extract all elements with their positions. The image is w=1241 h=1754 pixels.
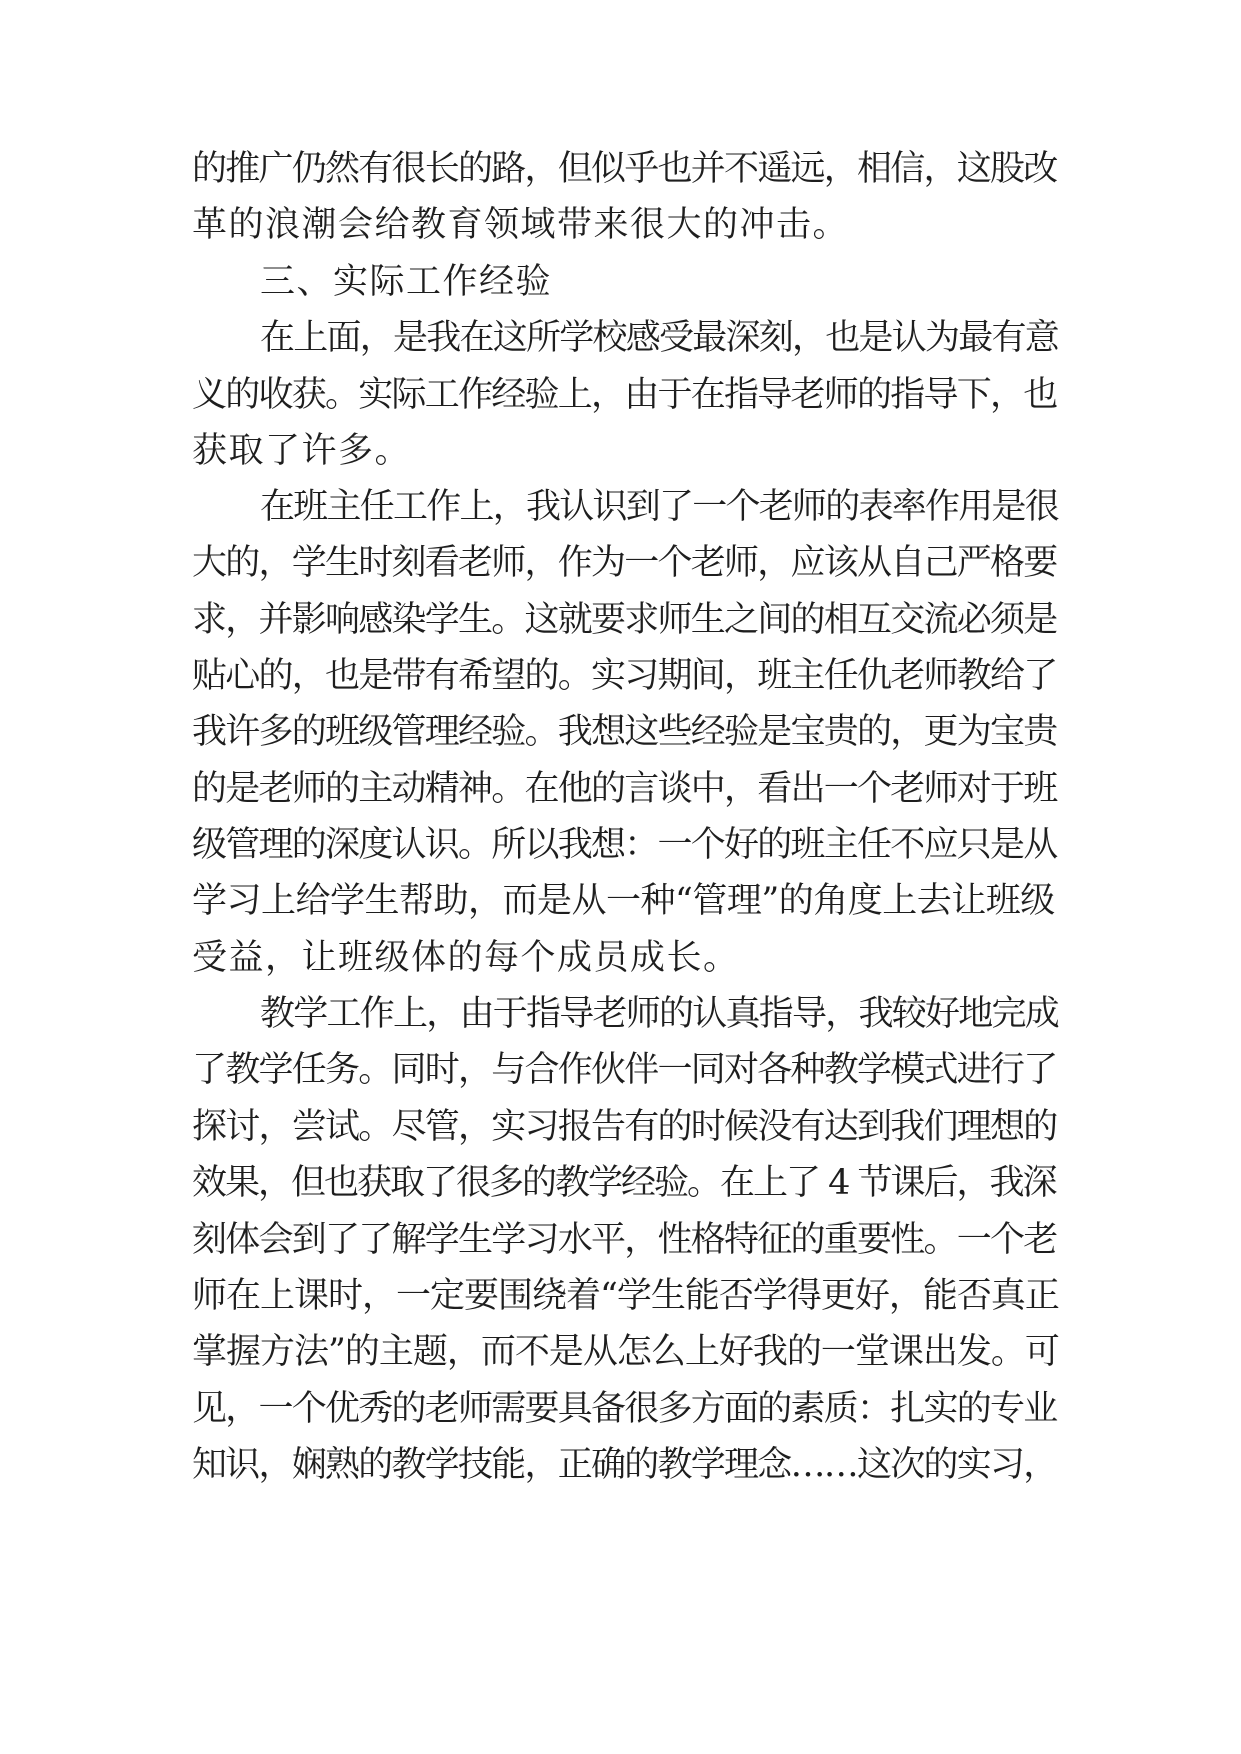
- text-line: 革的浪潮会给教育领域带来很大的冲击。: [192, 205, 850, 245]
- section-heading: 三、实际工作经验: [260, 262, 553, 302]
- text-line: 求，并影响感染学生。这就要求师生之间的相互交流必须是: [192, 600, 1057, 640]
- text-line: 刻体会到了了解学生学习水平，性格特征的重要性。一个老: [192, 1220, 1057, 1260]
- text-line: 受益，让班级体的每个成员成长。: [192, 938, 740, 978]
- text-line: 在班主任工作上，我认识到了一个老师的表率作用是很: [260, 487, 1059, 527]
- text-line: 师在上课时，一定要围绕着“学生能否学得更好，能否真正: [192, 1276, 1059, 1316]
- text-line: 获取了许多。: [192, 431, 412, 471]
- text-line: 级管理的深度认识。所以我想：一个好的班主任不应只是从: [192, 825, 1057, 865]
- text-line: 大的，学生时刻看老师，作为一个老师，应该从自己严格要: [192, 543, 1057, 583]
- text-line: 的是老师的主动精神。在他的言谈中，看出一个老师对于班: [192, 769, 1057, 809]
- text-line: 见，一个优秀的老师需要具备很多方面的素质：扎实的专业: [192, 1389, 1057, 1429]
- text-line: 教学工作上，由于指导老师的认真指导，我较好地完成: [260, 994, 1059, 1034]
- text-line: 了教学任务。同时，与合作伙伴一同对各种教学模式进行了: [192, 1050, 1057, 1090]
- text-line: 探讨，尝试。尽管，实习报告有的时候没有达到我们理想的: [192, 1107, 1057, 1147]
- text-line: 学习上给学生帮助，而是从一种“管理”的角度上去让班级: [192, 881, 1055, 921]
- text-line: 效果，但也获取了很多的教学经验。在上了 4 节课后，我深: [192, 1163, 1056, 1203]
- text-line: 义的收获。实际工作经验上，由于在指导老师的指导下，也: [192, 375, 1057, 415]
- text-line: 在上面，是我在这所学校感受最深刻，也是认为最有意: [260, 318, 1059, 358]
- text-line: 我许多的班级管理经验。我想这些经验是宝贵的，更为宝贵: [192, 712, 1057, 752]
- text-line: 贴心的，也是带有希望的。实习期间，班主任仇老师教给了: [192, 656, 1057, 696]
- text-line: 掌握方法”的主题，而不是从怎么上好我的一堂课出发。可: [192, 1332, 1059, 1372]
- text-line: 的推广仍然有很长的路，但似乎也并不遥远，相信，这股改: [192, 149, 1057, 189]
- text-line: 知识，娴熟的教学技能，正确的教学理念……这次的实习，: [192, 1445, 1057, 1485]
